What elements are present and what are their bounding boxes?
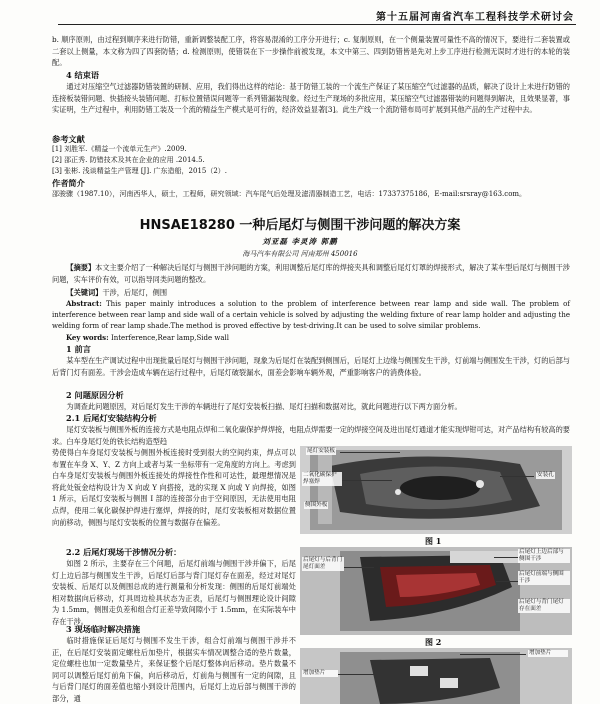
leader-line (344, 567, 374, 568)
figure-2-label: 后尾灯与背门尾灯存在面差 (518, 599, 570, 613)
figure-3 (300, 648, 572, 704)
figure-2 (300, 547, 572, 635)
section-2-text: 为调查此问题原因，对后尾灯发生干涉的车辆进行了尾灯安装板扫描、尾灯扫描和数据对比，就此问题进行以下两方面分析。 (66, 402, 462, 411)
leader-line (494, 557, 518, 558)
abstract-text: 本文主要介绍了一种解决后尾灯与侧围干涉问题的方案，利用调整后尾灯库的焊接夹具和调整后尾灯灯罩的焊接形式，解决了某车型后尾灯与侧围干涉问题，实车评价有效，可以指导同类问题的整改。 (52, 263, 570, 284)
paper-affiliation: 海马汽车有限公司 河南郑州 450016 (242, 250, 358, 258)
paper-title: HNSAE18280 一种后尾灯与侧围干涉问题的解决方案 (139, 218, 461, 233)
figure-1-label: 安装孔 (537, 472, 554, 478)
reference-item: [1] 刘胜军.《精益一个流单元生产》.2009. (52, 145, 187, 153)
figure-1-label: 侧围外板 (305, 502, 328, 508)
figure-2-caption: 图 2 (425, 637, 442, 647)
prev-conclusion-heading: 4 结束语 (66, 70, 100, 80)
figure-1 (300, 446, 572, 534)
leader-line (496, 581, 518, 582)
leader-line (460, 654, 526, 655)
keywords-label: 【关键词】 (66, 288, 103, 297)
keywords-en (52, 332, 570, 345)
leader-line (500, 476, 534, 477)
section-2-1-heading: 2.1 后尾灯安装结构分析 (66, 413, 157, 423)
prev-intro-paragraph: b. 顺序原则，由过程到顺序来进行防错，重新调整装配工序，将容易混淆的工序分开进行；c. 复制原则，在一个侧量装置可量性不高的情况下，要进行二套装置或二套以上侧量，本文称为四了四套防错；d. 检测原则，使错误在下一步操作前被发现，本文中第三、四到防错皆是先对上步工序进行检测无误时才进行的本轮的装配。 (52, 35, 570, 68)
keywords-zh (52, 287, 570, 299)
figure-1-caption: 图 1 (425, 536, 442, 546)
running-header (0, 0, 600, 30)
figure-2-label: 后尾灯上边后部与侧围干涉 (518, 549, 570, 563)
keywords-en-text: Interference,Rear lamp,Side wall (110, 334, 229, 342)
abstract-zh (52, 262, 570, 285)
abstract-en-label: Abstract: (66, 299, 102, 308)
section-3-heading: 3 现场临时解决措施 (66, 624, 141, 634)
abstract-en-text: This paper mainly introduces a solution to the problem of interference between rear lamp and side wall. The problem of interference between rear lamp and side wall of a certain vehicle is solved by adjusting the welding fixture of rear lamp holder and adjusting the welding form of rear lamp shade.The method is proved effective by test-driving.It can be used to solve similar problems. (52, 300, 570, 331)
figure-2-label: 后尾灯与后背门尾灯面差 (303, 557, 343, 570)
section-2-1-column-text: 势使得白车身尾灯安装板与侧围外板连接时受到很大的空间约束，焊点可以布置在车身 X、Y、Z 方向上或者与某一坐标带有一定角度的方向上。考虑到白车身尾灯安装板与侧围外板连接处的焊接性作性和可达性，最理想情况是将此处钣金结构设计为 X 向或 Y 向搭接，选的实现 X 向或 Y 向焊接，如图 1 所示，后尾灯安装板与侧围 I 部的连接部分由于空间原因，无法使用电阻点焊，使用二氧化碳保护焊进行塞焊，焊接的时，尾灯安装板相对数据位置向前移动，侧围与尾灯安装板的位置与数据存在偏差。 (52, 448, 296, 527)
figure-1-photo (300, 446, 572, 534)
figure-3-label: 增加垫片 (528, 650, 568, 657)
prev-conclusion-paragraph: 通过对压缩空气过滤器防错装置的研制、应用，我们得出这样的结论：基于防错工装的一个流生产保证了某压缩空气过滤器的品质，解决了设计上未进行防错的连接板装错问题、快插接头装错问题、打标位置错误问题等一系列错漏装现象。经过生产现场的多批应用，某压缩空气过滤器错装的问题得到解决，且效果显著，事实证明，生产过程中，利用防错工装及一个流的精益生产模式是可行的，经济效益显著[3]。此生产线一个流防错布局可扩展到其他产品的生产过程中去。 (52, 82, 570, 115)
leader-line (340, 452, 400, 453)
abstract-label: 【摘要】 (66, 263, 96, 272)
figure-1-label: 尾灯安装板 (307, 448, 335, 454)
section-2-2-heading: 2.2 后尾灯现场干涉情况分析： (66, 547, 182, 557)
section-2-heading: 2 问题原因分析 (66, 390, 124, 400)
section-2-1-wide-text: 尾灯安装板与侧围外板的连接方式是电阻点焊和二氧化碳保护焊焊接，电阻点焊需要一定的焊接空间及进出尾灯通道才能实现焊钳可达，对产品结构有较高的要求。白车身尾灯处的铁长结构造型趋 (52, 425, 570, 446)
keywords-text: 干涉，后尾灯，侧围 (102, 288, 168, 297)
figure-1-label: 二氧化碳保护焊塞焊 (302, 472, 342, 486)
keywords-en-label: Key words: (66, 333, 109, 342)
figure-2-label: 后尾灯前端与侧围干涉 (518, 571, 570, 585)
prev-author-heading: 作者简介 (52, 178, 85, 188)
section-3-text: 临时措施保证后尾灯与侧围不发生干涉，组合灯前端与侧围干涉并不正，在后尾灯安装面定螺柱后加垫片，根据实车情况调整合适的垫片数量，定位螺柱也加一定数量垫片，来保证整个后尾灯整体向后移动。垫片数量不同可以调整后尾灯前角下偏，向后移动后，灯前角与侧围有一定的间隙，且与后背门尾灯的面差值也缩小到设计范围内，后尾灯上边后部与侧围干涉的部分，通 (52, 636, 296, 703)
conference-title: 第十五届河南省汽车工程科技学术研讨会 (376, 12, 574, 23)
header-rule (58, 24, 576, 25)
section-1-text: 某车型在生产调试过程中出现批量后尾灯与侧围干涉问题，现象为后尾灯在装配到侧围后，后尾灯上边缘与侧围发生干涉，灯前端与侧围发生干涉，灯的后部与后背门灯有面差。干涉会造成车辆在运行过程中，后尾灯破裂漏水，面差会影响车辆外观，严重影响客户的消费体验。 (52, 356, 570, 377)
figure-3-label: 增加垫片 (302, 670, 338, 677)
prev-references-heading: 参考文献 (52, 134, 85, 144)
reference-item: [2] 邵正秀. 防错技术及其在企业的应用 .2014.5. (52, 156, 205, 164)
leader-line (342, 480, 392, 481)
abstract-en (52, 298, 570, 333)
reference-item: [3] 张彬. 浅谈精益生产管理 [J]. 广东造船，2015（2）. (52, 167, 228, 175)
prev-references-list (52, 144, 570, 177)
section-1-heading: 1 前言 (66, 344, 91, 354)
section-2-2-text: 如图 2 所示，主要存在三个问题，后尾灯前端与侧围干涉并偏下，后尾灯上边后部与侧围发生干涉，后尾灯后部与背门尾灯存在面差，经过对尾灯安装板、后尾灯以及侧围总成的进行测量和分析发现：侧围的后尾灯前端处相对数据向后移动，灯具周边检具状态为正表，后尾灯与侧围理论设计间隙为 1.5mm，侧围走负差和组合灯正差导致间隙小于 1.5mm，在实际装车中存在干涉。 (52, 559, 296, 626)
paper-authors: 刘亚磊 李灵涛 郭鹏 (262, 237, 338, 246)
leader-line (338, 674, 408, 675)
prev-author-bio: 邵骏骤（1987.10），河南西华人，硕士，工程师，研究领域：汽车尾气后处理及滤清器制造工艺，电话：17337375186，E-mail:srsray@163.com。 (52, 190, 527, 198)
